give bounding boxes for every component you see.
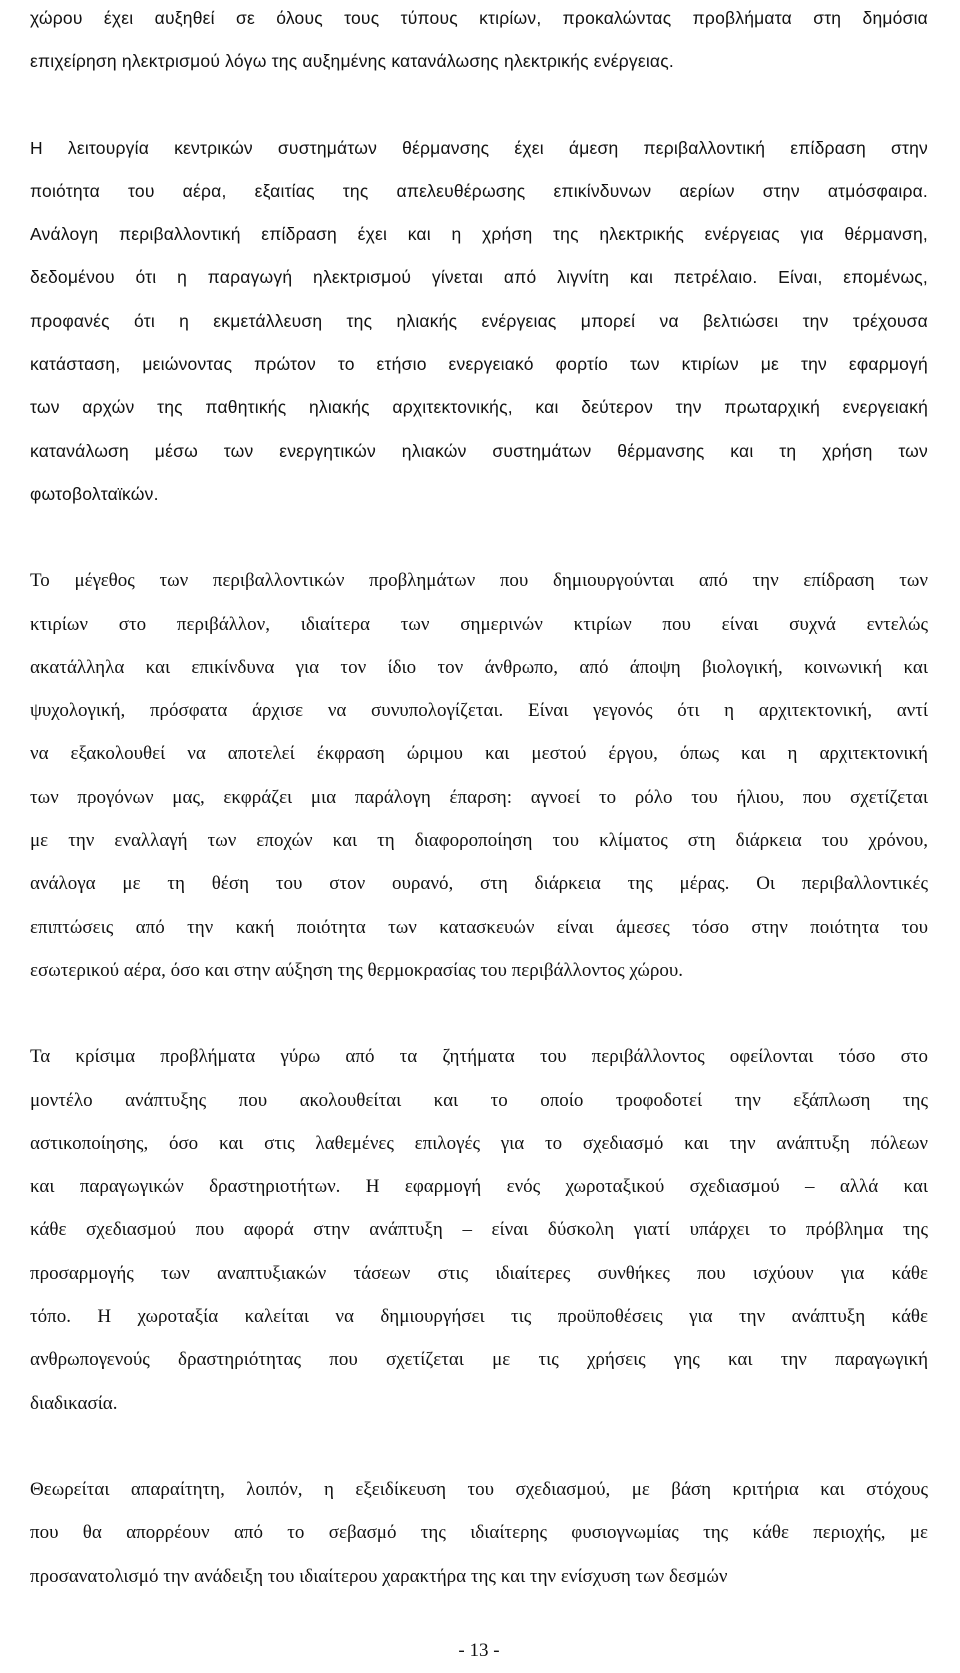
text-line: και παραγωγικών δραστηριοτήτων. Η εφαρμογή ενός χωροταξικού σχεδιασμού – αλλά και: [30, 1176, 928, 1198]
text-line: των προγόνων μας, εκφράζει μια παράλογη έπαρση: αγνοεί το ρόλο του ήλιου, που σχετίζεται: [30, 786, 928, 808]
text-line: Τα κρίσιμα προβλήματα γύρω από τα ζητήματα του περιβάλλοντος οφείλονται τόσο στο: [30, 1046, 928, 1068]
page-number: - 13 -: [458, 1640, 500, 1661]
text-line: ποιότητα του αέρα, εξαιτίας της απελευθέρωσης επικίνδυνων αερίων στην ατμόσφαιρα.: [30, 180, 928, 201]
text-line: επιπτώσεις από την κακή ποιότητα των κατασκευών είναι άμεσες τόσο στην ποιότητα του: [30, 916, 928, 938]
text-line: ψυχολογική, πρόσφατα άρχισε να συνυπολογίζεται. Είναι γεγονός ότι η αρχιτεκτονική, αντί: [30, 700, 928, 722]
paragraph-5: [30, 1468, 928, 1598]
text-line: επιχείρηση ηλεκτρισμού λόγω της αυξημένης κατανάλωσης ηλεκτρικής ενέργειας.: [30, 51, 674, 72]
text-line: με την εναλλαγή των εποχών και τη διαφοροποίηση του κλίματος στη διάρκεια του χρόνου,: [30, 830, 928, 852]
text-line: Θεωρείται απαραίτητη, λοιπόν, η εξειδίκευση του σχεδιασμού, με βάση κριτήρια και στόχους: [30, 1478, 928, 1500]
text-line: ακατάλληλα και επικίνδυνα για τον ίδιο τον άνθρωπο, από άποψη βιολογική, κοινωνική και: [30, 656, 928, 678]
text-line: δεδομένου ότι η παραγωγή ηλεκτρισμού γίνεται από λιγνίτη και πετρέλαιο. Είναι, επομένως,: [30, 267, 928, 288]
text-line: των αρχών της παθητικής ηλιακής αρχιτεκτονικής, και δεύτερον την πρωταρχική ενεργειακή: [30, 397, 928, 418]
text-line: φωτοβολταϊκών.: [30, 483, 159, 504]
text-line: κατανάλωση μέσω των ενεργητικών ηλιακών συστημάτων θέρμανσης και τη χρήση των: [30, 440, 928, 461]
text-line: τόπο. Η χωροταξία καλείται να δημιουργήσει τις προϋποθέσεις για την ανάπτυξη κάθε: [30, 1306, 928, 1328]
paragraph-3: [30, 559, 928, 992]
text-line: κατάσταση, μειώνοντας πρώτον το ετήσιο ενεργειακό φορτίο των κτιρίων με την εφαρμογή: [30, 354, 928, 375]
text-line: διαδικασία.: [30, 1392, 118, 1414]
paragraph-2: [30, 127, 928, 517]
text-line: που θα απορρέουν από το σεβασμό της ιδιαίτερης φυσιογνωμίας της κάθε περιοχής, με: [30, 1522, 928, 1544]
text-line: χώρου έχει αυξηθεί σε όλους τους τύπους κτιρίων, προκαλώντας προβλήματα στη δημόσια: [30, 8, 928, 28]
text-line: κάθε σχεδιασμού που αφορά στην ανάπτυξη – είναι δύσκολη γιατί υπάρχει το πρόβλημα της: [30, 1219, 928, 1241]
paragraph-1: [30, 0, 928, 84]
text-line: ανάλογα με τη θέση του στον ουρανό, στη διάρκεια της μέρας. Οι περιβαλλοντικές: [30, 873, 928, 895]
text-line: να εξακολουθεί να αποτελεί έκφραση ώριμου και μεστού έργου, όπως και η αρχιτεκτονική: [30, 743, 928, 765]
text-line: κτιρίων στο περιβάλλον, ιδιαίτερα των σημερινών κτιρίων που είναι συχνά εντελώς: [30, 613, 928, 635]
text-line: Ανάλογη περιβαλλοντική επίδραση έχει και η χρήση της ηλεκτρικής ενέργειας για θέρμανση,: [30, 224, 928, 245]
text-line: Η λειτουργία κεντρικών συστημάτων θέρμανσης έχει άμεση περιβαλλοντική επίδραση στην: [30, 137, 928, 158]
text-line: αστικοποίησης, όσο και στις λαθεμένες επιλογές για το σχεδιασμό και την ανάπτυξη πόλεων: [30, 1132, 928, 1154]
document-page: [30, 0, 928, 1673]
text-line: προσαρμογής των αναπτυξιακών τάσεων στις ιδιαίτερες συνθήκες που ισχύουν για κάθε: [30, 1262, 928, 1284]
text-line: προφανές ότι η εκμετάλλευση της ηλιακής ενέργειας μπορεί να βελτιώσει την τρέχουσα: [30, 310, 928, 331]
text-line: Το μέγεθος των περιβαλλοντικών προβλημάτων που δημιουργούνται από την επίδραση των: [30, 570, 928, 592]
text-line: προσανατολισμό την ανάδειξη του ιδιαίτερου χαρακτήρα της και την ενίσχυση των δεσμών: [30, 1565, 728, 1587]
text-line: εσωτερικού αέρα, όσο και στην αύξηση της θερμοκρασίας του περιβάλλοντος χώρου.: [30, 959, 684, 981]
text-line: μοντέλο ανάπτυξης που ακολουθείται και το οποίο τροφοδοτεί την εξάπλωση της: [30, 1089, 928, 1111]
text-line: ανθρωπογενούς δραστηριότητας που σχετίζεται με τις χρήσεις γης και την παραγωγική: [30, 1349, 928, 1371]
paragraph-4: [30, 1035, 928, 1425]
